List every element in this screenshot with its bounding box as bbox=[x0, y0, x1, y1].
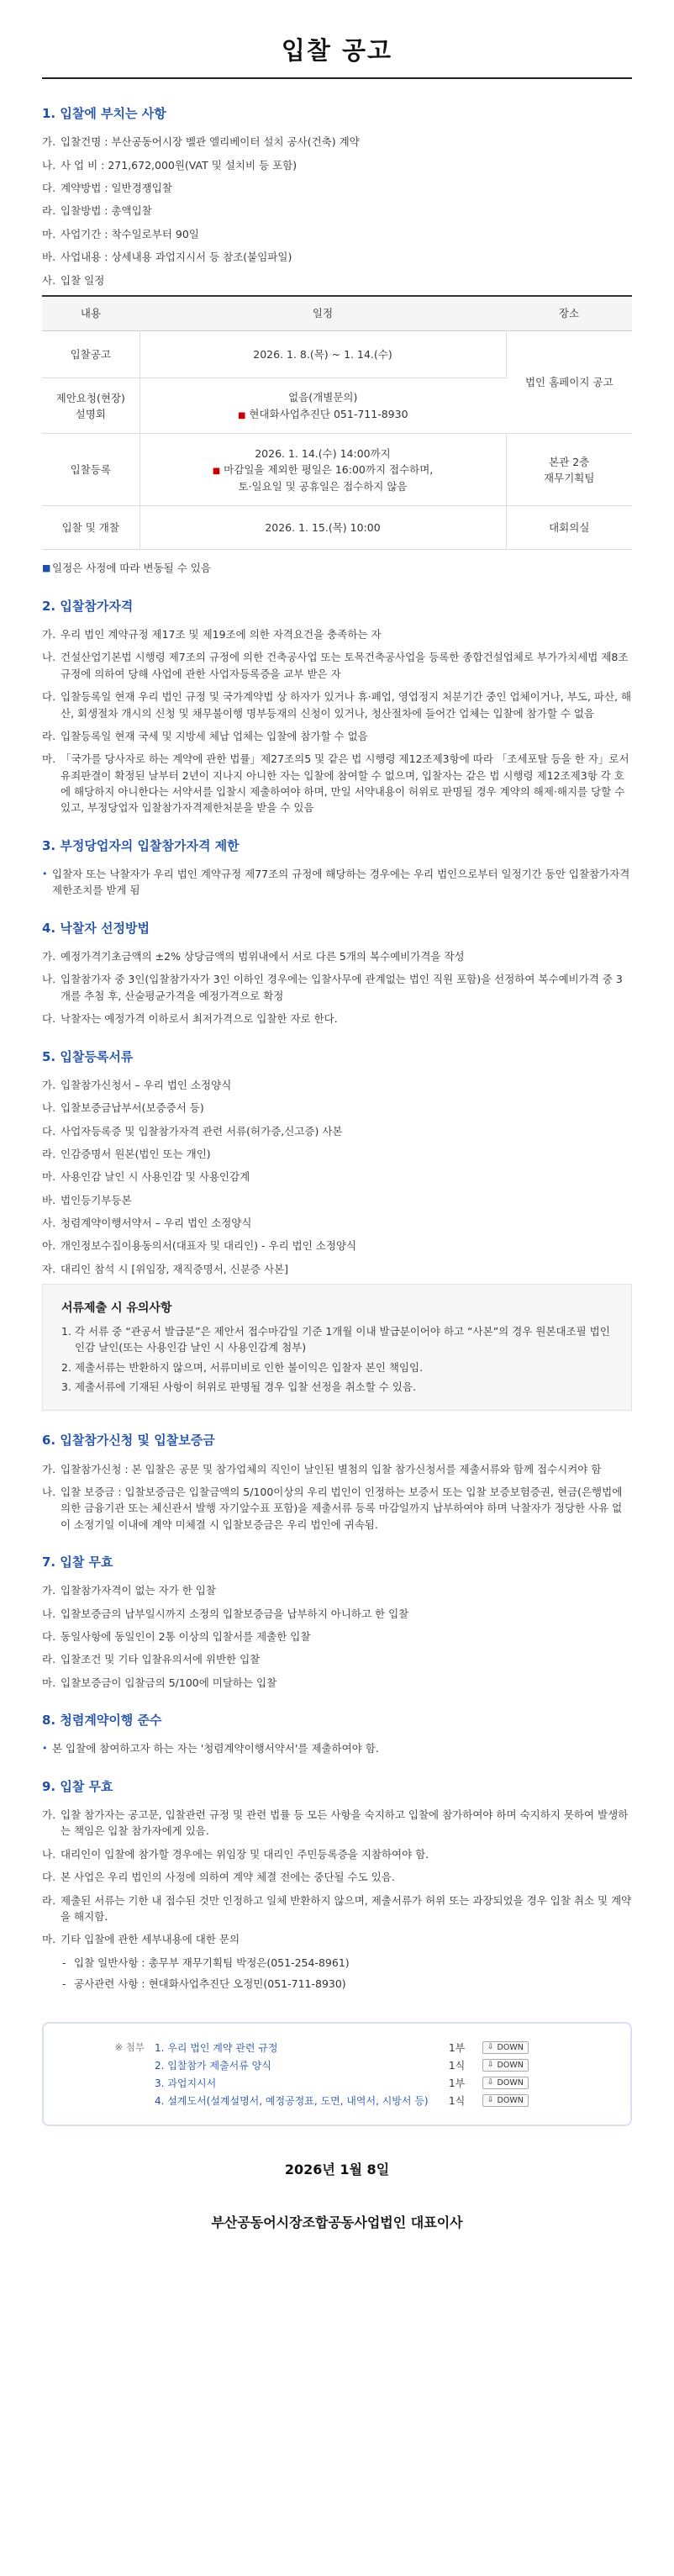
list-item: 나. 입찰보증금납부서(보증증서 등) bbox=[42, 1101, 204, 1115]
list-item: 1. 각 서류 중 “관공서 발급분”은 제안서 접수마감일 기준 1개월 이내 발급분이어야 하고 “사본”의 경우 원본대조필 법인인감 날인(또는 사용인감 날인 시 사용인감계 첨부) bbox=[61, 1324, 610, 1354]
section-title: 4. 낙찰자 선정방법 bbox=[42, 920, 150, 936]
table-header-row bbox=[42, 296, 632, 331]
attachment-row bbox=[64, 2092, 610, 2109]
notice-date: 2026년 1월 8일 bbox=[284, 2162, 390, 2178]
list-item: 2. 제출서류는 반환하지 않으며, 서류미비로 인한 불이익은 입찰자 본인 책임임. bbox=[61, 1360, 424, 1374]
section-title: 3. 부정당업자의 입찰참가자격 제한 bbox=[42, 837, 240, 853]
table-row bbox=[42, 506, 632, 550]
square-bullet-icon: ■ bbox=[42, 562, 51, 574]
attachment-row bbox=[64, 2039, 610, 2056]
list-item: 가. 입찰건명 : 부산공동어시장 벨관 엘리베이터 설치 공사(건축) 계약 bbox=[42, 135, 360, 149]
list-item: 다. 낙찰자는 예정가격 이하로서 최저가격으로 입찰한 자로 한다. bbox=[42, 1012, 338, 1026]
attachment-row bbox=[64, 2074, 610, 2092]
section-integrity bbox=[42, 1711, 632, 1757]
list-item: • 입찰자 또는 낙찰자가 우리 법인 계약규정 제77조의 규정에 해당하는 경우에는 우리 법인으로부터 일정기간 동안 입찰참가자격 제한조치를 받게 됨 bbox=[42, 866, 632, 899]
list-item: 아. 개인정보수집이용동의서(대표자 및 대리인) - 우리 법인 소정양식 bbox=[42, 1239, 357, 1253]
section-title: 9. 입찰 무효 bbox=[42, 1778, 113, 1794]
section-title: 2. 입찰참가자격 bbox=[42, 598, 134, 614]
attachment-count: 1식 bbox=[449, 2094, 466, 2107]
list-item: 마. 입찰보증금이 입찰금의 5/100에 미달하는 입찰 bbox=[42, 1676, 277, 1689]
table-header: 장소 bbox=[506, 296, 632, 331]
notice-box-title: 서류제출 시 유의사항 bbox=[61, 1301, 172, 1316]
submission-notice-box bbox=[42, 1284, 632, 1411]
list-item: 나. 건설산업기본법 시행령 제7조의 규정에 의한 건축공사업 또는 토목건축공사업을 등록한 종합건설업체로 부가가치세법 제8조 규정에 의하여 당해 사업에 관한 사업자등록증을 교부 받은 자 bbox=[42, 651, 629, 680]
schedule-table bbox=[42, 295, 632, 551]
list-item: 다. 동일사항에 동일인이 2통 이상의 입찰서를 제출한 입찰 bbox=[42, 1630, 311, 1644]
contact-item: - 공사관련 사항 : 현대화사업추진단 오정민(051-711-8930) bbox=[62, 1977, 346, 1991]
table-cell: 2026. 1. 14.(수) 14:00까지 ■ 마감일을 제외한 평일은 16:00까지 접수하며, 토·일요일 및 공휴일은 접수하지 않음 bbox=[140, 434, 506, 506]
section-title: 1. 입찰에 부치는 사항 bbox=[42, 106, 166, 121]
list-item: 라. 입찰조건 및 기타 입찰유의서에 위반한 입찰 bbox=[42, 1653, 261, 1666]
attachment-row bbox=[64, 2056, 610, 2074]
schedule-note: ■ 일정은 사정에 따라 변동될 수 있음 bbox=[42, 560, 632, 576]
list-item: 마. 사업기간 : 착수일로부터 90일 bbox=[42, 227, 199, 240]
section-bid-items bbox=[42, 104, 632, 577]
list-item: 다. 계약방법 : 일반경쟁입찰 bbox=[42, 182, 172, 194]
section-restriction bbox=[42, 837, 632, 899]
bullet-icon: • bbox=[42, 868, 48, 879]
list-item: 마. 기타 입찰에 관한 세부내용에 대한 문의 bbox=[42, 1933, 240, 1946]
table-cell: 입찰등록 bbox=[42, 434, 140, 506]
attachment-link[interactable]: 1. 우리 법인 계약 관련 규정 bbox=[155, 2041, 278, 2054]
table-row bbox=[42, 331, 632, 378]
list-item: 나. 입찰 보증금 : 입찰보증금은 입찰금액의 5/100이상의 우리 법인이 인정하는 보증서 또는 입찰 보증보험증권, 현금(은행법에 의한 금융기관 또는 체신관서 발행 자기앞수표 포함)을 제출서류 등록 마감일까지 납부하여야 하며 낙찰자가 정당한 사유 없이 소정기일 이내에 계약 미체결 시 입찰보증금은 우리 법인에 귀속됨. bbox=[42, 1485, 623, 1531]
section-title: 7. 입찰 무효 bbox=[42, 1555, 113, 1570]
list-item: 바. 사업내용 : 상세내용 과업지시서 등 참조(붙임파일) bbox=[42, 251, 292, 264]
list-item: 3. 제출서류에 기재된 사항이 허위로 판명될 경우 입찰 선정을 취소할 수 있음. bbox=[61, 1380, 416, 1393]
contact-item: - 입찰 일반사항 : 총무부 재무기획팀 박정은(051-254-8961) bbox=[62, 1956, 350, 1969]
list-item: 가. 예정가격기초금액의 ±2% 상당금액의 범위내에서 서로 다른 5개의 복수예비가격을 작성 bbox=[42, 950, 465, 963]
section-deposit bbox=[42, 1431, 632, 1533]
list-item: 다. 본 사업은 우리 법인의 사정에 의하여 계약 체결 전에는 중단될 수도 있음. bbox=[42, 1871, 395, 1884]
attachment-count: 1부 bbox=[449, 2041, 466, 2054]
list-item: 라. 입찰방법 : 총액입찰 bbox=[42, 204, 152, 218]
list-item: 라. 인감증명서 원본(법인 또는 개인) bbox=[42, 1147, 211, 1160]
download-button[interactable]: ⇩ DOWN bbox=[482, 2041, 529, 2054]
table-cell: 제안요청(현장) 설명회 bbox=[42, 378, 140, 434]
list-item: 마. 사용인감 날인 시 사용인감 및 사용인감계 bbox=[42, 1170, 250, 1184]
list-item: 가. 입찰참가자격이 없는 자가 한 입찰 bbox=[42, 1584, 216, 1597]
attachment-link[interactable]: 4. 설계도서(설계설명서, 예정공정표, 도면, 내역서, 시방서 등) bbox=[155, 2094, 429, 2107]
table-cell: 본관 2층 재무기획팀 bbox=[506, 434, 632, 506]
download-icon: ⇩ bbox=[487, 2095, 494, 2104]
section-title: 5. 입찰등록서류 bbox=[42, 1048, 134, 1064]
issuer-name: 부산공동어시장조합공동사업법인 대표이사 bbox=[211, 2214, 463, 2231]
section-invalid-bids bbox=[42, 1553, 632, 1691]
download-icon: ⇩ bbox=[487, 2042, 494, 2051]
table-cell: 입찰공고 bbox=[42, 331, 140, 378]
list-item: 마. 「국가를 당사자로 하는 계약에 관한 법률」제27조의5 및 같은 법 시행령 제12조제3항에 따라 「조세포탈 등을 한 자」로서 유죄판결이 확정된 날부터 2년이 지나지 아니한 자는 입찰에 참여할 수 없으며, 입찰자는 같은 법 시행령 제12조제3항 각 호에 해당하지 아니한다는 서약서를 입찰시 제출하여야 하며, 만일 서약내용이 허위로 판명될 경우 계약의 해제·해지를 당할 수 있고, 부정당업자 입찰참가자격제한처분을 받을 수 있음 bbox=[42, 752, 629, 815]
list-item: 나. 사 업 비 : 271,672,000원(VAT 및 설치비 등 포함) bbox=[42, 158, 298, 172]
table-header: 내용 bbox=[42, 296, 140, 331]
list-item: 사. 청렴계약이행서약서 – 우리 법인 소정양식 bbox=[42, 1217, 252, 1229]
list-item: 가. 입찰참가신청 : 본 입찰은 공문 및 참가업체의 직인이 날인된 별첨의 입찰 참가신청서를 제출서류와 함께 접수시켜야 함 bbox=[42, 1462, 602, 1475]
section-documents bbox=[42, 1048, 632, 1412]
table-cell: 대회의실 bbox=[506, 506, 632, 550]
table-cell: 법인 홈페이지 공고 bbox=[506, 331, 632, 434]
list-item: 가. 우리 법인 계약규정 제17조 및 제19조에 의한 자격요건을 충족하는 자 bbox=[42, 628, 382, 641]
square-bullet-icon: ■ bbox=[237, 410, 246, 420]
list-item: 바. 법인등기부등본 bbox=[42, 1193, 132, 1206]
list-item: 다. 입찰등록일 현재 우리 법인 규정 및 국가계약법 상 하자가 있거나 휴·폐업, 영업정지 처분기간 중인 업체이거나, 부도, 파산, 해산, 회생절차 개시의 신청 및 채무불이행 명부등재의 신청이 있거나, 청산절차에 들어간 업체는 입찰에 참가할 수 없음 bbox=[42, 690, 632, 720]
table-header: 일정 bbox=[140, 296, 506, 331]
table-cell: 2026. 1. 8.(목) ~ 1. 14.(수) bbox=[140, 331, 506, 378]
download-icon: ⇩ bbox=[487, 2077, 494, 2087]
attachment-count: 1식 bbox=[449, 2059, 466, 2072]
list-item: 라. 입찰등록일 현재 국세 및 지방세 체납 업체는 입찰에 참가할 수 없음 bbox=[42, 729, 368, 742]
list-item: • 본 입찰에 참여하고자 하는 자는 '청렴계약이행서약서'를 제출하여야 함. bbox=[42, 1740, 632, 1756]
download-button[interactable]: ⇩ DOWN bbox=[482, 2059, 529, 2072]
title-divider bbox=[42, 77, 632, 79]
attachment-box bbox=[42, 2022, 632, 2126]
section-misc bbox=[42, 1777, 632, 1993]
square-bullet-icon: ■ bbox=[212, 467, 221, 477]
list-item: 나. 대리인이 입찰에 참가할 경우에는 위임장 및 대리인 주민등록증을 지참하여야 함. bbox=[42, 1847, 429, 1861]
table-cell: 입찰 및 개찰 bbox=[42, 506, 140, 550]
list-item: 가. 입찰 참가자는 공고문, 입찰관련 규정 및 관련 법률 등 모든 사항을 숙지하고 입찰에 참가하여야 하며 숙지하지 못하여 발생하는 책임은 입찰 참가자에게 있음. bbox=[42, 1808, 629, 1838]
list-item: 사. 입찰 일정 bbox=[42, 273, 105, 287]
table-cell: 2026. 1. 15.(목) 10:00 bbox=[140, 506, 506, 550]
section-selection bbox=[42, 919, 632, 1027]
section-title: 6. 입찰참가신청 및 입찰보증금 bbox=[42, 1433, 215, 1449]
section-qualification bbox=[42, 597, 632, 816]
download-icon: ⇩ bbox=[487, 2060, 494, 2069]
table-row bbox=[42, 434, 632, 506]
list-item: 다. 사업자등록증 및 입찰참가자격 관련 서류(허가증,신고증) 사본 bbox=[42, 1124, 343, 1138]
download-button[interactable]: ⇩ DOWN bbox=[482, 2094, 529, 2107]
list-item: 라. 제출된 서류는 기한 내 접수된 것만 인정하고 일체 반환하지 않으며, 제출서류가 허위 또는 과장되었을 경우 입찰 취소 및 계약을 해지함. bbox=[42, 1893, 632, 1923]
attachment-count: 1부 bbox=[449, 2077, 466, 2089]
attachment-link[interactable]: 3. 과업지시서 bbox=[155, 2077, 217, 2089]
list-item: 가. 입찰참가신청서 – 우리 법인 소정양식 bbox=[42, 1078, 232, 1091]
list-item: 나. 입찰보증금의 납부일시까지 소정의 입찰보증금을 납부하지 아니하고 한 입찰 bbox=[42, 1607, 409, 1620]
list-item: 나. 입찰참가자 중 3인(입찰참가자가 3인 이하인 경우에는 입찰사무에 관계없는 법인 직원 포함)을 선정하여 복수예비가격 중 3개를 추첨 후, 산술평균가격을 예정가격으로 확정 bbox=[42, 973, 623, 1002]
download-button[interactable]: ⇩ DOWN bbox=[482, 2077, 529, 2089]
bullet-icon: • bbox=[42, 1743, 48, 1755]
attachment-heading: ※ 첨부 bbox=[114, 2041, 145, 2054]
list-item: 자. 대리인 참석 시 [위임장, 재직증명서, 신분증 사본] bbox=[42, 1262, 288, 1275]
section-title: 8. 청렴계약이행 준수 bbox=[42, 1713, 162, 1729]
page-title: 입찰 공고 bbox=[281, 36, 393, 65]
attachment-link[interactable]: 2. 입찰참가 제출서류 양식 bbox=[155, 2059, 271, 2072]
table-cell: 없음(개별문의) ■ 현대화사업추진단 051-711-8930 bbox=[140, 378, 506, 434]
